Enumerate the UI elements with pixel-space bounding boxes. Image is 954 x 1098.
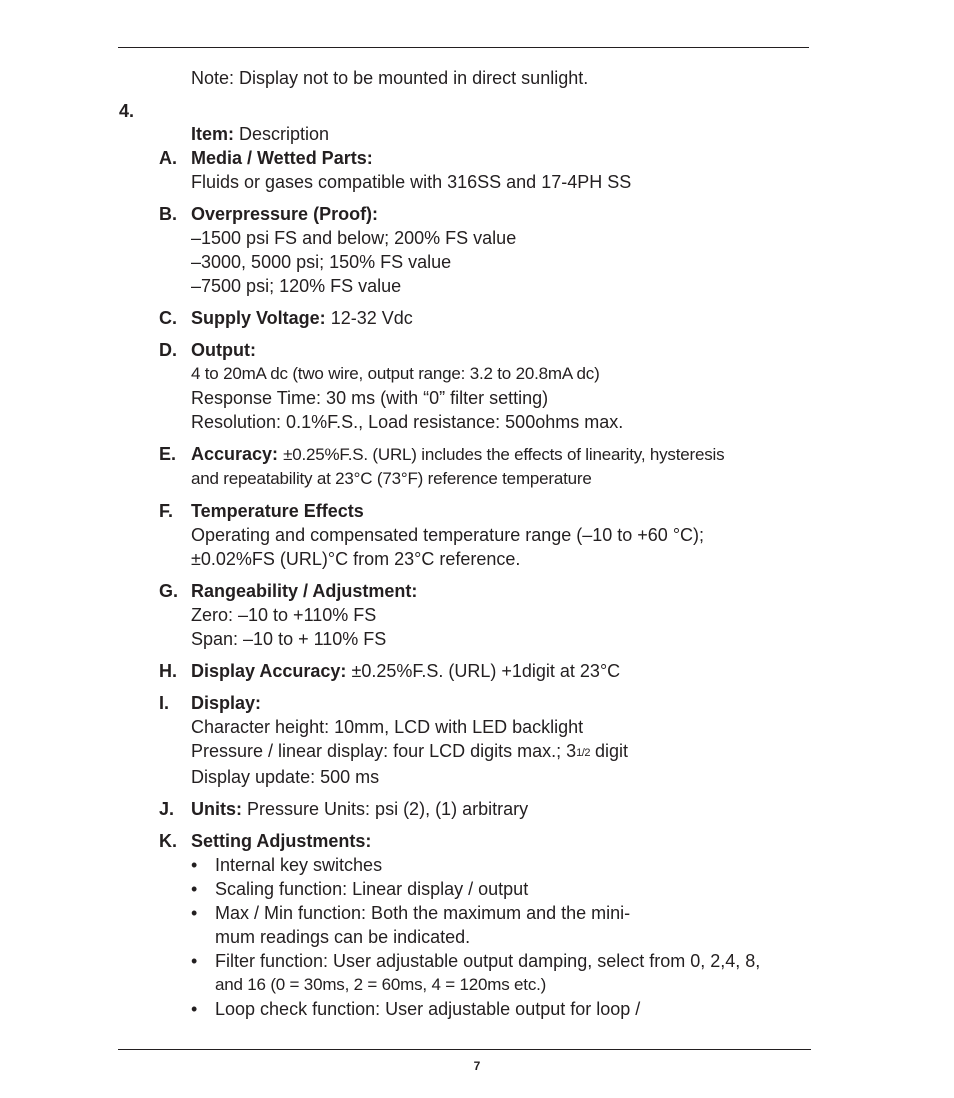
item-title: Rangeability / Adjustment:: [191, 581, 418, 601]
item-title: Display Accuracy:: [191, 661, 347, 681]
spec-header-text: Description: [239, 124, 330, 144]
item-inline-value: ±0.25%F.S. (URL) includes the effects of linearity, hysteresis: [283, 445, 725, 464]
item-title: Units:: [191, 799, 242, 819]
item-letter: C.: [159, 308, 177, 328]
bullet-text: and 16 (0 = 30ms, 2 = 60ms, 4 = 120ms etc.): [215, 975, 547, 994]
item-line: Resolution: 0.1%F.S., Load resistance: 500ohms max.: [191, 412, 624, 432]
bullet-icon: •: [191, 951, 198, 971]
spec-header-label: Item:: [191, 124, 235, 144]
item-letter: G.: [159, 581, 179, 601]
item-inline-value: 12-32 Vdc: [330, 308, 413, 328]
item-inline-value: Pressure Units: psi (2), (1) arbitrary: [247, 799, 529, 819]
bullet-text: Max / Min function: Both the maximum and the mini-: [215, 903, 631, 923]
item-title: Setting Adjustments:: [191, 831, 372, 851]
item-line: and repeatability at 23°C (73°F) reference temperature: [191, 469, 592, 488]
section-number: 4.: [119, 101, 135, 121]
spec-header: [159, 122, 819, 146]
item-title: Accuracy:: [191, 444, 279, 464]
bullet-item: [191, 997, 819, 1021]
spec-item-units: [159, 797, 819, 821]
spec-item-rangeability: [159, 579, 819, 651]
item-letter: K.: [159, 831, 177, 851]
item-line: –7500 psi; 120% FS value: [191, 276, 402, 296]
spec-list: [159, 122, 819, 1029]
item-line: Operating and compensated temperature range (–10 to +60 °C);: [191, 525, 705, 545]
fraction-suffix: digit: [589, 741, 628, 761]
item-letter: E.: [159, 444, 177, 464]
page-number: 7: [473, 1059, 481, 1073]
bullet-text: mum readings can be indicated.: [215, 927, 471, 947]
top-rule: [118, 47, 809, 48]
item-line: Response Time: 30 ms (with “0” filter setting): [191, 388, 549, 408]
item-letter: J.: [159, 799, 175, 819]
bullet-item: [191, 901, 819, 949]
item-line: 4 to 20mA dc (two wire, output range: 3.2 to 20.8mA dc): [191, 364, 600, 383]
spec-item-display-accuracy: [159, 659, 819, 683]
spec-item-media: [159, 146, 819, 194]
item-title: Media / Wetted Parts:: [191, 148, 373, 168]
item-line: –1500 psi FS and below; 200% FS value: [191, 228, 517, 248]
item-line: Span: –10 to + 110% FS: [191, 629, 387, 649]
bottom-rule: [118, 1049, 811, 1050]
item-line: Character height: 10mm, LCD with LED backlight: [191, 717, 584, 737]
bullet-icon: •: [191, 999, 198, 1019]
item-letter: I.: [159, 693, 170, 713]
bullet-text: Loop check function: User adjustable output for loop /: [215, 999, 641, 1019]
item-line: –3000, 5000 psi; 150% FS value: [191, 252, 452, 272]
mounting-note: Note: Display not to be mounted in direct sunlight.: [191, 68, 589, 88]
item-inline-value: ±0.25%F.S. (URL) +1digit at 23°C: [351, 661, 621, 681]
bullet-list: [191, 853, 819, 1021]
spec-item-supply-voltage: [159, 306, 819, 330]
item-line-text: Pressure / linear display: four LCD digits max.; 3: [191, 741, 577, 761]
item-title: Supply Voltage:: [191, 308, 326, 328]
spec-item-setting-adjustments: [159, 829, 819, 1021]
item-letter: H.: [159, 661, 177, 681]
bullet-icon: •: [191, 879, 198, 899]
item-title: Temperature Effects: [191, 501, 364, 521]
bullet-icon: •: [191, 903, 198, 923]
bullet-text: Filter function: User adjustable output damping, select from 0, 2,4, 8,: [215, 951, 761, 971]
item-title: Display:: [191, 693, 262, 713]
item-line: ±0.02%FS (URL)°C from 23°C reference.: [191, 549, 521, 569]
item-line: [191, 739, 819, 765]
bullet-item: [191, 877, 819, 901]
item-letter: B.: [159, 204, 177, 224]
half-fraction: 1/2: [576, 747, 590, 759]
item-line: Display update: 500 ms: [191, 767, 380, 787]
bullet-item: [191, 949, 819, 997]
bullet-text: Scaling function: Linear display / output: [215, 879, 529, 899]
item-title: Output:: [191, 340, 256, 360]
bullet-icon: •: [191, 855, 198, 875]
item-letter: D.: [159, 340, 177, 360]
item-line: Fluids or gases compatible with 316SS and 17-4PH SS: [191, 172, 632, 192]
bullet-item: [191, 853, 819, 877]
spec-item-overpressure: [159, 202, 819, 298]
item-title: Overpressure (Proof):: [191, 204, 379, 224]
spec-item-temperature-effects: [159, 499, 819, 571]
item-line: Zero: –10 to +110% FS: [191, 605, 377, 625]
item-letter: A.: [159, 148, 177, 168]
spec-item-accuracy: [159, 442, 819, 491]
spec-item-output: [159, 338, 819, 434]
spec-item-display: [159, 691, 819, 789]
bullet-text: Internal key switches: [215, 855, 383, 875]
item-letter: F.: [159, 501, 174, 521]
